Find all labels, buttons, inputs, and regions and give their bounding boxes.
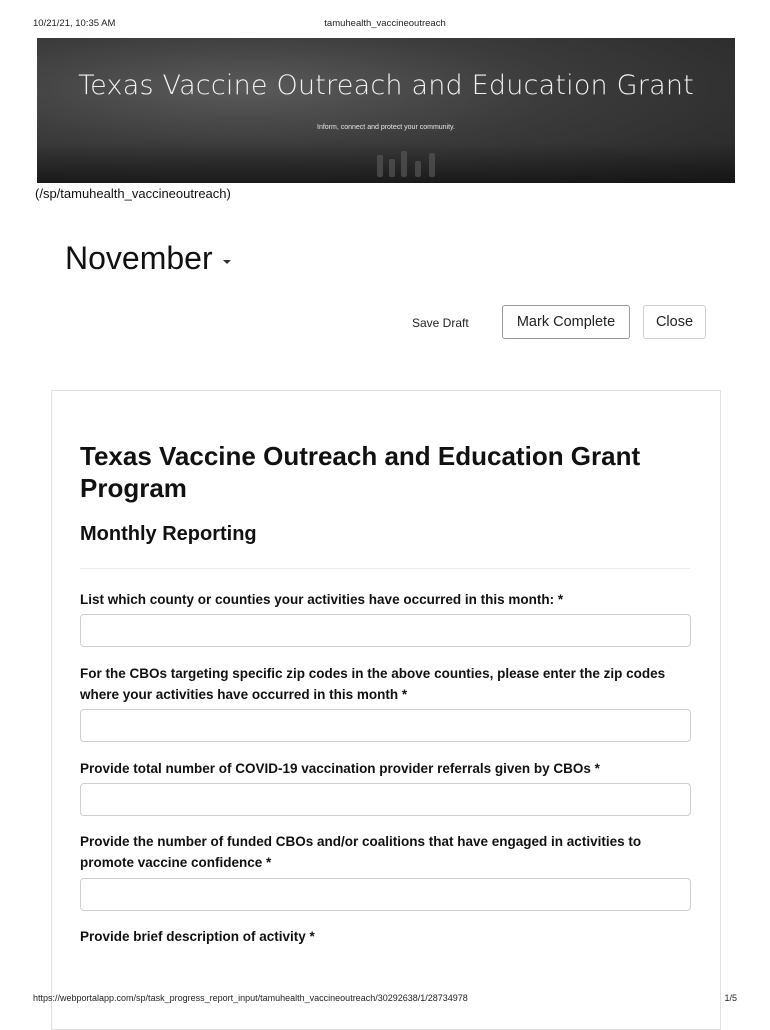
banner-shade — [37, 143, 735, 183]
banner-title: Texas Vaccine Outreach and Education Grant — [78, 70, 694, 101]
print-footer — [33, 993, 737, 1003]
print-url: https://webportalapp.com/sp/task_progress_report_input/tamuhealth_vaccineoutreach/30292638/1/28734978 — [33, 993, 468, 1003]
banner-vial-decoration — [429, 153, 435, 177]
month-dropdown[interactable] — [65, 240, 231, 277]
print-datetime: 10/21/21, 10:35 AM — [33, 18, 116, 29]
funded-cbos-input[interactable] — [80, 878, 691, 911]
banner-vial-decoration — [389, 159, 395, 177]
banner — [37, 38, 735, 183]
banner-vial-decoration — [415, 161, 421, 177]
mark-complete-button[interactable]: Mark Complete — [502, 305, 630, 339]
referrals-input[interactable] — [80, 783, 691, 816]
print-page-number: 1/5 — [724, 993, 737, 1003]
month-label: November — [65, 240, 213, 276]
caret-down-icon — [223, 260, 231, 264]
close-button[interactable]: Close — [643, 305, 706, 339]
counties-input[interactable] — [80, 614, 691, 647]
banner-subtitle: Inform, connect and protect your community. — [317, 124, 455, 131]
form-subtitle: Monthly Reporting — [80, 523, 257, 545]
question-funded-cbos-label: Provide the number of funded CBOs and/or coalitions that have engaged in activities to promote vaccine confidence * — [80, 834, 642, 870]
question-zip-codes-label: For the CBOs targeting specific zip codes in the above counties, please enter the zip codes where your activities have occurred in this month * — [80, 666, 666, 702]
form-title: Texas Vaccine Outreach and Education Grant Program — [80, 441, 641, 503]
site-link[interactable]: (/sp/tamuhealth_vaccineoutreach) — [35, 186, 231, 201]
print-page-title: tamuhealth_vaccineoutreach — [324, 18, 446, 29]
question-counties-label: List which county or counties your activities have occurred in this month: * — [80, 592, 564, 607]
zip-codes-input[interactable] — [80, 709, 691, 742]
question-activity-description-label: Provide brief description of activity * — [80, 929, 315, 944]
banner-vial-decoration — [401, 151, 407, 177]
print-header — [33, 18, 737, 32]
banner-vial-decoration — [377, 155, 383, 177]
form-divider — [80, 568, 690, 569]
save-draft-link[interactable]: Save Draft — [412, 316, 469, 330]
question-referrals-label: Provide total number of COVID-19 vaccination provider referrals given by CBOs * — [80, 761, 600, 776]
